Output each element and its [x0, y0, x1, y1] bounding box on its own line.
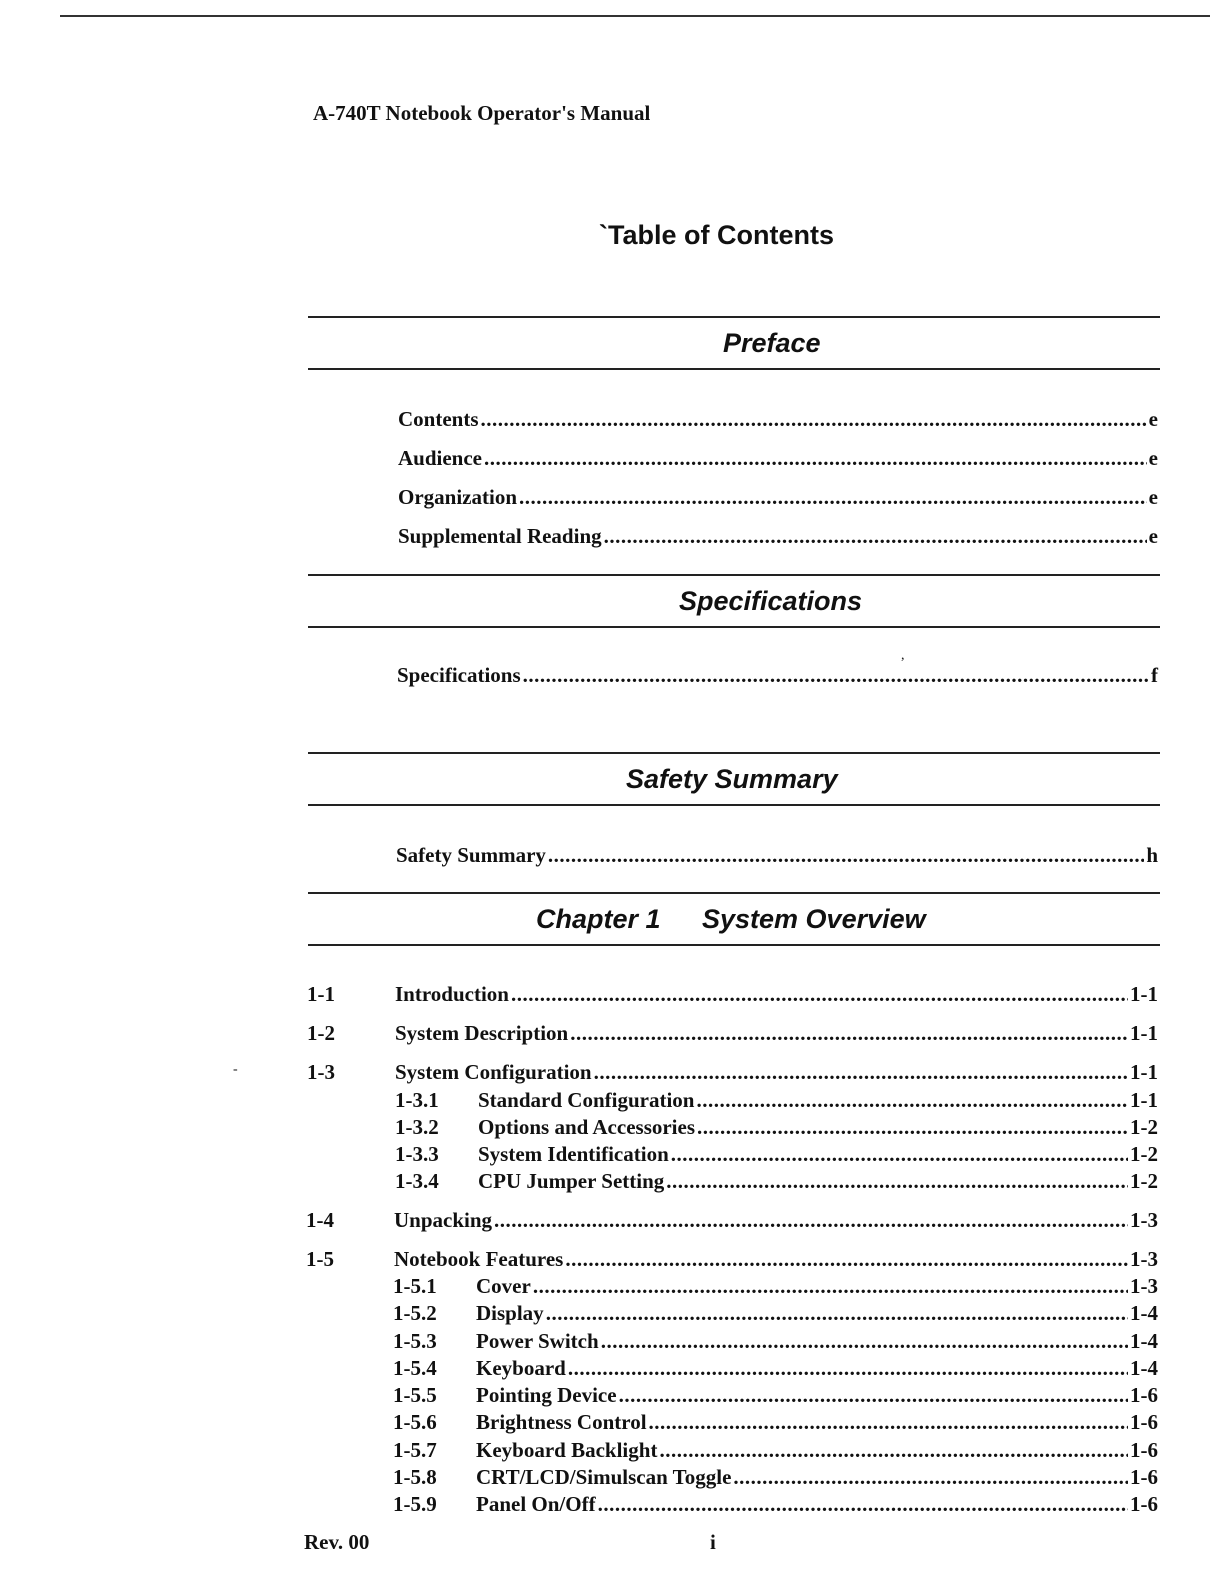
toc-entry-page: 1-6 [1130, 1438, 1158, 1462]
toc-entry-page: 1-6 [1130, 1492, 1158, 1516]
toc-entry-number: 1-5.1 [393, 1274, 437, 1298]
leader-dots [659, 1438, 1128, 1463]
toc-entry-page: 1-4 [1130, 1329, 1158, 1353]
toc-entry-audience[interactable] [398, 446, 1158, 471]
leader-dots [733, 1465, 1128, 1490]
toc-entry-title: Contents [398, 407, 479, 431]
toc-entry-title: System Description [395, 1021, 569, 1045]
toc-entry-1-5-1[interactable] [393, 1274, 1158, 1299]
toc-entry-page: 1-6 [1130, 1465, 1158, 1489]
leader-dots [604, 524, 1147, 549]
toc-entry-title: Unpacking [394, 1208, 493, 1232]
toc-entry-title: Specifications [397, 663, 521, 687]
toc-entry-1-5-8[interactable] [393, 1465, 1158, 1490]
leader-dots [598, 1492, 1128, 1517]
toc-entry-title: Audience [398, 446, 482, 470]
toc-entry-1-3-4[interactable] [395, 1169, 1158, 1194]
leader-dots [546, 1301, 1128, 1326]
toc-entry-title: CPU Jumper Setting [478, 1169, 665, 1193]
toc-entry-1-4[interactable] [306, 1208, 1158, 1233]
toc-entry-title: Keyboard Backlight [476, 1438, 658, 1462]
toc-entry-page: 1-2 [1130, 1142, 1158, 1166]
leader-dots [671, 1142, 1128, 1167]
toc-entry-page: 1-1 [1130, 1088, 1158, 1112]
toc-entry-page: 1-4 [1130, 1356, 1158, 1380]
leader-dots [533, 1274, 1128, 1299]
toc-entry-number: 1-3.4 [395, 1169, 439, 1193]
toc-entry-number: 1-3.1 [395, 1088, 439, 1112]
toc-entry-page: f [1151, 663, 1158, 687]
toc-entry-1-5-9[interactable] [393, 1492, 1158, 1517]
leader-dots [601, 1329, 1128, 1354]
toc-entry-page: 1-4 [1130, 1301, 1158, 1325]
toc-entry-safety-summary[interactable] [396, 843, 1158, 868]
toc-entry-1-3-1[interactable] [395, 1088, 1158, 1113]
section-header-preface [308, 316, 1160, 370]
section-header-chapter-1 [308, 892, 1160, 946]
toc-entry-1-3[interactable] [307, 1060, 1158, 1085]
toc-entry-number: 1-1 [307, 982, 335, 1006]
section-title: Safety Summary [626, 764, 838, 794]
toc-entry-page: 1-1 [1130, 1060, 1158, 1084]
toc-entry-number: 1-3 [307, 1060, 335, 1084]
toc-entry-number: 1-5.5 [393, 1383, 437, 1407]
toc-entry-1-5-4[interactable] [393, 1356, 1158, 1381]
toc-entry-1-5-2[interactable] [393, 1301, 1158, 1326]
leader-dots [594, 1060, 1128, 1085]
toc-entry-contents[interactable] [398, 407, 1158, 432]
toc-entry-page: e [1148, 524, 1158, 548]
toc-entry-page: 1-3 [1130, 1274, 1158, 1298]
toc-entry-number: 1-5 [306, 1247, 334, 1271]
toc-entry-page: 1-2 [1130, 1115, 1158, 1139]
leader-dots [568, 1356, 1128, 1381]
leader-dots [696, 1088, 1128, 1113]
leader-dots [494, 1208, 1128, 1233]
toc-entry-number: 1-5.4 [393, 1356, 437, 1380]
stray-mark: , [901, 648, 905, 663]
toc-entry-page: 1-1 [1130, 982, 1158, 1006]
toc-entry-title: Notebook Features [394, 1247, 564, 1271]
toc-entry-1-5-7[interactable] [393, 1438, 1158, 1463]
section-header-safety [308, 752, 1160, 806]
leader-dots [570, 1021, 1128, 1046]
toc-entry-number: 1-3.2 [395, 1115, 439, 1139]
leader-dots [548, 843, 1144, 868]
toc-entry-1-2[interactable] [307, 1021, 1158, 1046]
toc-entry-number: 1-5.2 [393, 1301, 437, 1325]
toc-entry-title: Cover [476, 1274, 531, 1298]
toc-entry-number: 1-3.3 [395, 1142, 439, 1166]
leader-dots [519, 485, 1147, 510]
running-title: A-740T Notebook Operator's Manual [313, 101, 651, 125]
toc-title: `Table of Contents [599, 220, 834, 250]
leader-dots [484, 446, 1147, 471]
toc-entry-1-5-6[interactable] [393, 1410, 1158, 1435]
toc-entry-title: Options and Accessories [478, 1115, 696, 1139]
toc-entry-1-5-5[interactable] [393, 1383, 1158, 1408]
toc-entry-title: Keyboard [476, 1356, 566, 1380]
toc-entry-number: 1-5.3 [393, 1329, 437, 1353]
toc-entry-title: Display [476, 1301, 544, 1325]
toc-entry-number: 1-5.9 [393, 1492, 437, 1516]
toc-entry-title: Standard Configuration [478, 1088, 695, 1112]
toc-entry-title: Pointing Device [476, 1383, 617, 1407]
toc-entry-title: Power Switch [476, 1329, 599, 1353]
toc-entry-title: Organization [398, 485, 517, 509]
footer-revision: Rev. 00 [304, 1530, 370, 1554]
chapter-title: System Overview [702, 904, 926, 934]
toc-entry-number: 1-2 [307, 1021, 335, 1045]
top-rule [60, 15, 1210, 17]
toc-entry-1-5-3[interactable] [393, 1329, 1158, 1354]
toc-entry-title: Supplemental Reading [398, 524, 602, 548]
toc-entry-title: Brightness Control [476, 1410, 647, 1434]
toc-entry-title: System Identification [478, 1142, 669, 1166]
toc-entry-page: 1-3 [1130, 1208, 1158, 1232]
toc-entry-page: 1-3 [1130, 1247, 1158, 1271]
leader-dots [697, 1115, 1128, 1140]
toc-entry-supplemental-reading[interactable] [398, 524, 1158, 549]
toc-entry-page: 1-1 [1130, 1021, 1158, 1045]
toc-entry-page: 1-6 [1130, 1383, 1158, 1407]
section-title: Preface [723, 328, 821, 358]
toc-entry-page: h [1146, 843, 1158, 867]
leader-dots [511, 982, 1128, 1007]
toc-entry-title: Panel On/Off [476, 1492, 596, 1516]
toc-entry-specifications[interactable] [397, 663, 1158, 688]
leader-dots [481, 407, 1147, 432]
toc-entry-organization[interactable] [398, 485, 1158, 510]
toc-entry-number: 1-5.7 [393, 1438, 437, 1462]
toc-entry-number: 1-4 [306, 1208, 334, 1232]
toc-entry-1-3-3[interactable] [395, 1142, 1158, 1167]
toc-entry-page: 1-2 [1130, 1169, 1158, 1193]
toc-entry-title: Safety Summary [396, 843, 546, 867]
toc-entry-1-1[interactable] [307, 982, 1158, 1007]
leader-dots [666, 1169, 1128, 1194]
leader-dots [523, 663, 1149, 688]
leader-dots [649, 1410, 1128, 1435]
toc-entry-page: e [1148, 407, 1158, 431]
toc-entry-page: e [1148, 446, 1158, 470]
footer-page-number: i [710, 1530, 716, 1554]
toc-entry-page: 1-6 [1130, 1410, 1158, 1434]
toc-entry-title: System Configuration [395, 1060, 592, 1084]
toc-entry-number: 1-5.6 [393, 1410, 437, 1434]
toc-entry-1-3-2[interactable] [395, 1115, 1158, 1140]
section-header-specifications [308, 574, 1160, 628]
toc-entry-title: CRT/LCD/Simulscan Toggle [476, 1465, 732, 1489]
leader-dots [619, 1383, 1128, 1408]
stray-mark: - [233, 1062, 238, 1077]
toc-entry-page: e [1148, 485, 1158, 509]
toc-entry-title: Introduction [395, 982, 509, 1006]
toc-entry-number: 1-5.8 [393, 1465, 437, 1489]
leader-dots [565, 1247, 1128, 1272]
chapter-number: Chapter 1 [536, 904, 661, 934]
section-title: Specifications [679, 586, 863, 616]
toc-entry-1-5[interactable] [306, 1247, 1158, 1272]
